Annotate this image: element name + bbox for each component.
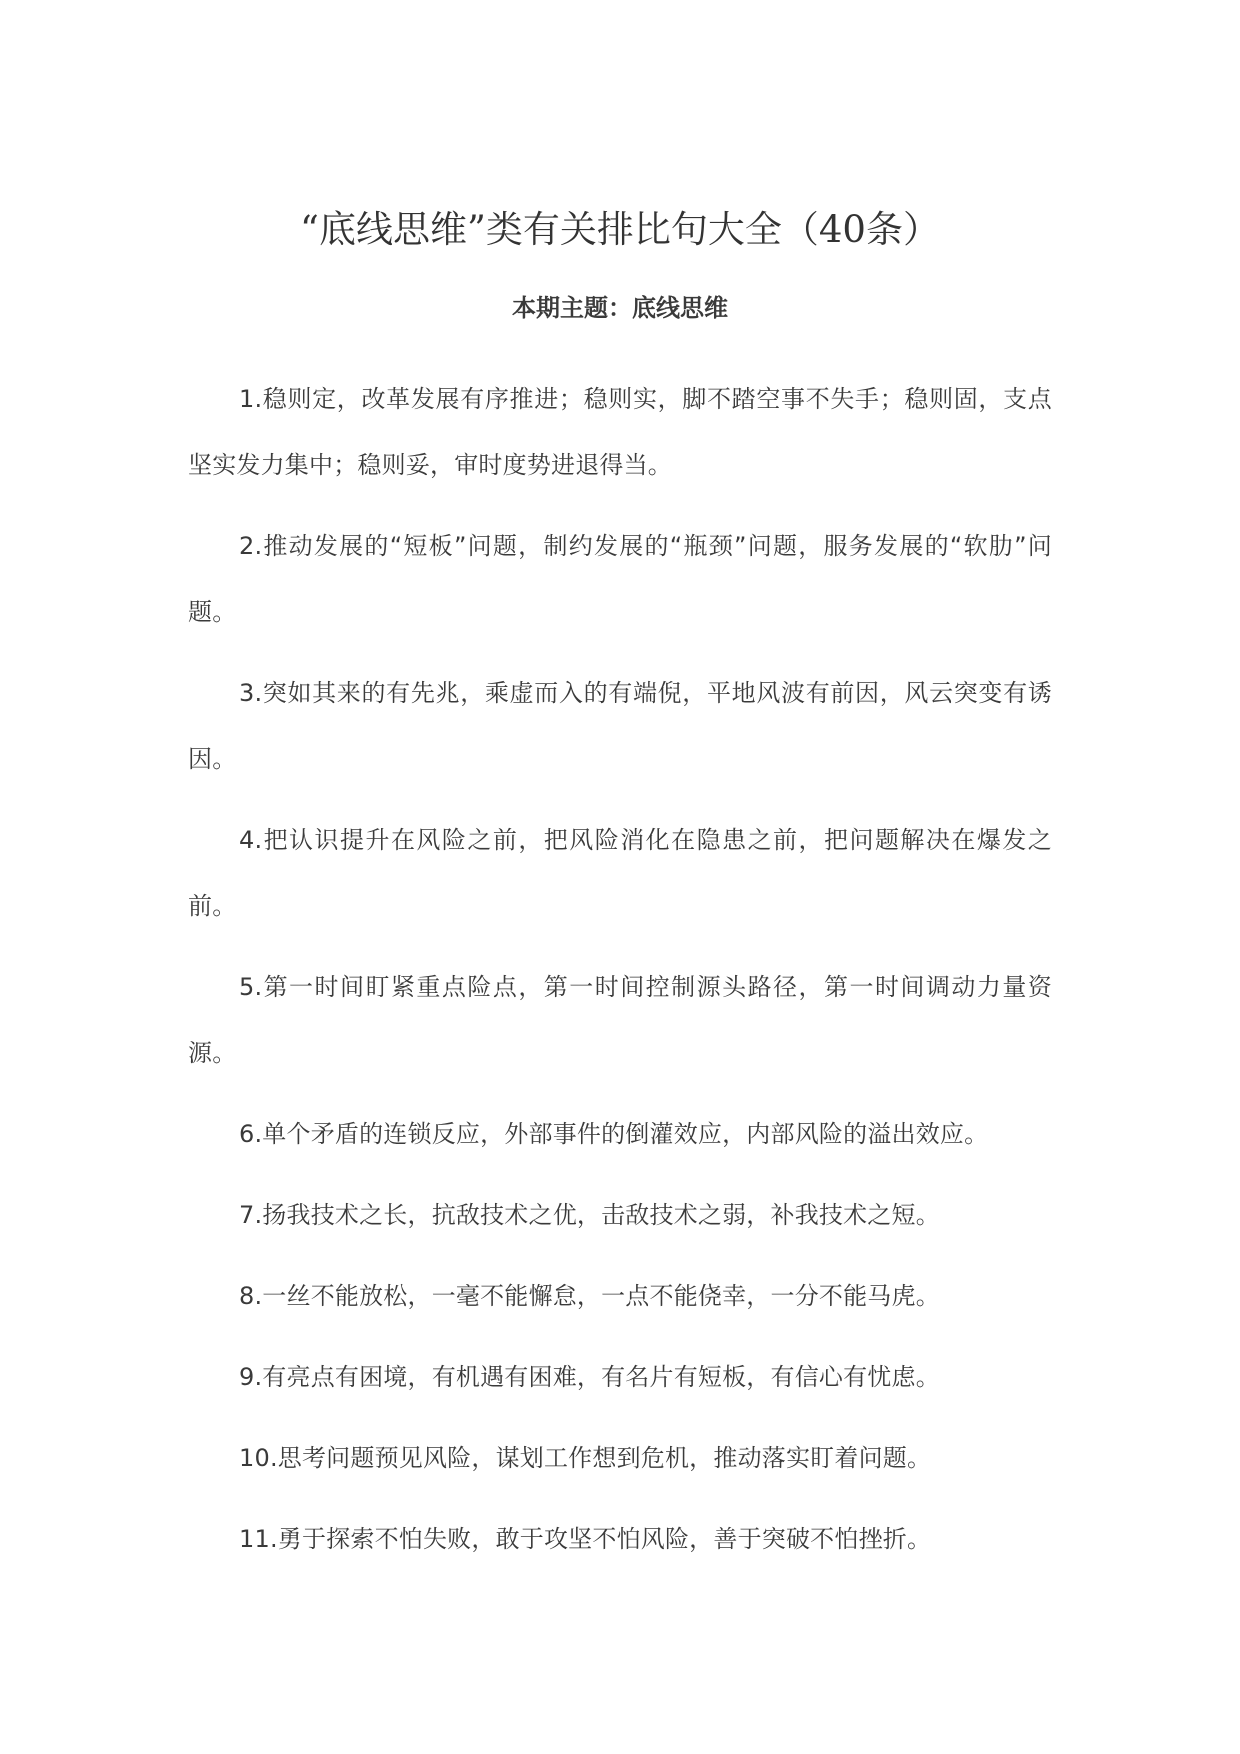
paragraph-1: 1.稳则定，改革发展有序推进；稳则实，脚不踏空事不失手；稳则固，支点坚实发力集中；稳则妥，审时度势进退得当。 xyxy=(188,385,1052,479)
paragraph-3: 3.突如其来的有先兆，乘虚而入的有端倪，平地风波有前因，风云突变有诱因。 xyxy=(188,679,1052,773)
document-title: “底线思维”类有关排比句大全（40条） xyxy=(300,208,940,251)
paragraph-11: 11.勇于探索不怕失败，敢于攻坚不怕风险，善于突破不怕挫折。 xyxy=(239,1525,932,1553)
paragraph-8: 8.一丝不能放松，一毫不能懈怠，一点不能侥幸，一分不能马虎。 xyxy=(239,1282,940,1310)
paragraph-4: 4.把认识提升在风险之前，把风险消化在隐患之前，把问题解决在爆发之前。 xyxy=(188,826,1052,920)
document-body xyxy=(188,366,1052,1587)
paragraph-9: 9.有亮点有困境，有机遇有困难，有名片有短板，有信心有忧虑。 xyxy=(239,1363,940,1391)
document-subtitle: 本期主题：底线思维 xyxy=(512,294,728,322)
paragraph-10: 10.思考问题预见风险，谋划工作想到危机，推动落实盯着问题。 xyxy=(239,1444,932,1472)
paragraph-5: 5.第一时间盯紧重点险点，第一时间控制源头路径，第一时间调动力量资源。 xyxy=(188,973,1052,1067)
paragraph-6: 6.单个矛盾的连锁反应，外部事件的倒灌效应，内部风险的溢出效应。 xyxy=(239,1120,989,1148)
paragraph-2: 2.推动发展的“短板”问题，制约发展的“瓶颈”问题，服务发展的“软肋”问题。 xyxy=(188,532,1052,626)
paragraph-7: 7.扬我技术之长，抗敌技术之优，击敌技术之弱，补我技术之短。 xyxy=(239,1201,940,1229)
